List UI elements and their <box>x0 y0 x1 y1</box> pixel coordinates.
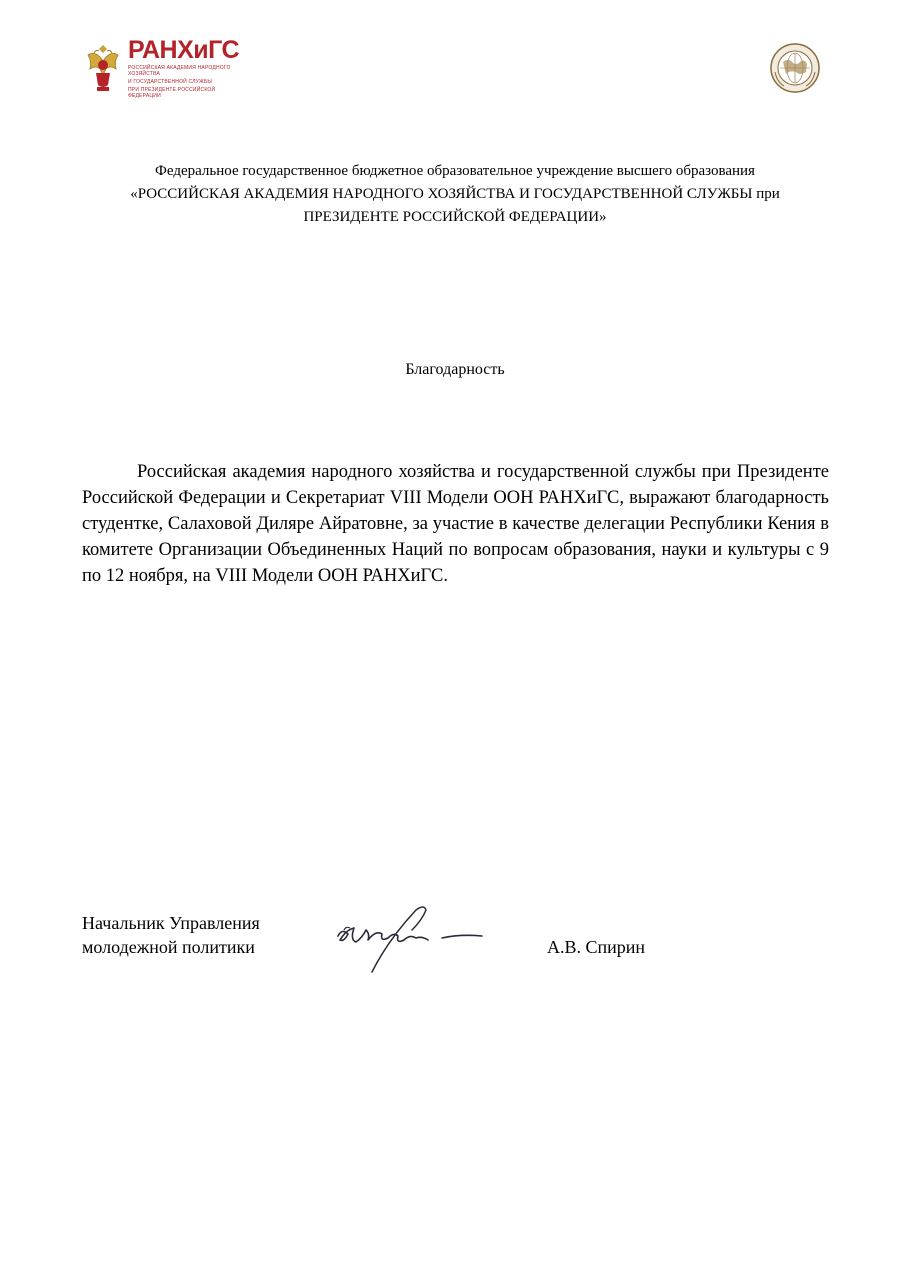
role-line: молодежной политики <box>82 937 255 957</box>
signatory-name: А.В. Спирин <box>547 937 646 957</box>
double-headed-eagle-emblem-icon <box>84 41 122 95</box>
logo-text <box>128 35 244 99</box>
logo-wordmark: РАНХиГС <box>128 35 240 64</box>
logo-subtitle-line: И ГОСУДАРСТВЕННОЙ СЛУЖБЫ <box>128 78 212 85</box>
handwritten-signature-icon <box>332 900 492 976</box>
body-paragraph: Российская академия народного хозяйства и государственной службы при Президенте Российской Федерации и Секретариат VIII Модели ООН РАНХиГС, выражают благодарность студентке, Салаховой Диляре Айратовне, за участие в качестве делегации Республики Кения в комитете Организации Объединенных Наций по вопросам образования, науки и культуры с 9 по 12 ноября, на VIII Модели ООН РАНХиГС. <box>82 462 829 586</box>
document-title: Благодарность <box>405 361 505 378</box>
logo-subtitle-line: РОССИЙСКАЯ АКАДЕМИЯ НАРОДНОГО ХОЗЯЙСТВА <box>128 64 231 77</box>
header-line: «РОССИЙСКАЯ АКАДЕМИЯ НАРОДНОГО ХОЗЯЙСТВА И ГОСУДАРСТВЕННОЙ СЛУЖБЫ при <box>130 186 780 202</box>
header-line: ПРЕЗИДЕНТЕ РОССИЙСКОЙ ФЕДЕРАЦИИ» <box>303 209 607 225</box>
header-line: Федеральное государственное бюджетное образовательное учреждение высшего образования <box>155 163 755 179</box>
signatory-role <box>82 911 322 959</box>
logo-subtitle-line: ПРИ ПРЕЗИДЕНТЕ РОССИЙСКОЙ ФЕДЕРАЦИИ <box>128 86 216 99</box>
ranepa-logo <box>84 35 244 99</box>
institution-header <box>80 160 830 229</box>
model-un-seal-icon <box>766 42 824 94</box>
role-line: Начальник Управления <box>82 913 260 933</box>
